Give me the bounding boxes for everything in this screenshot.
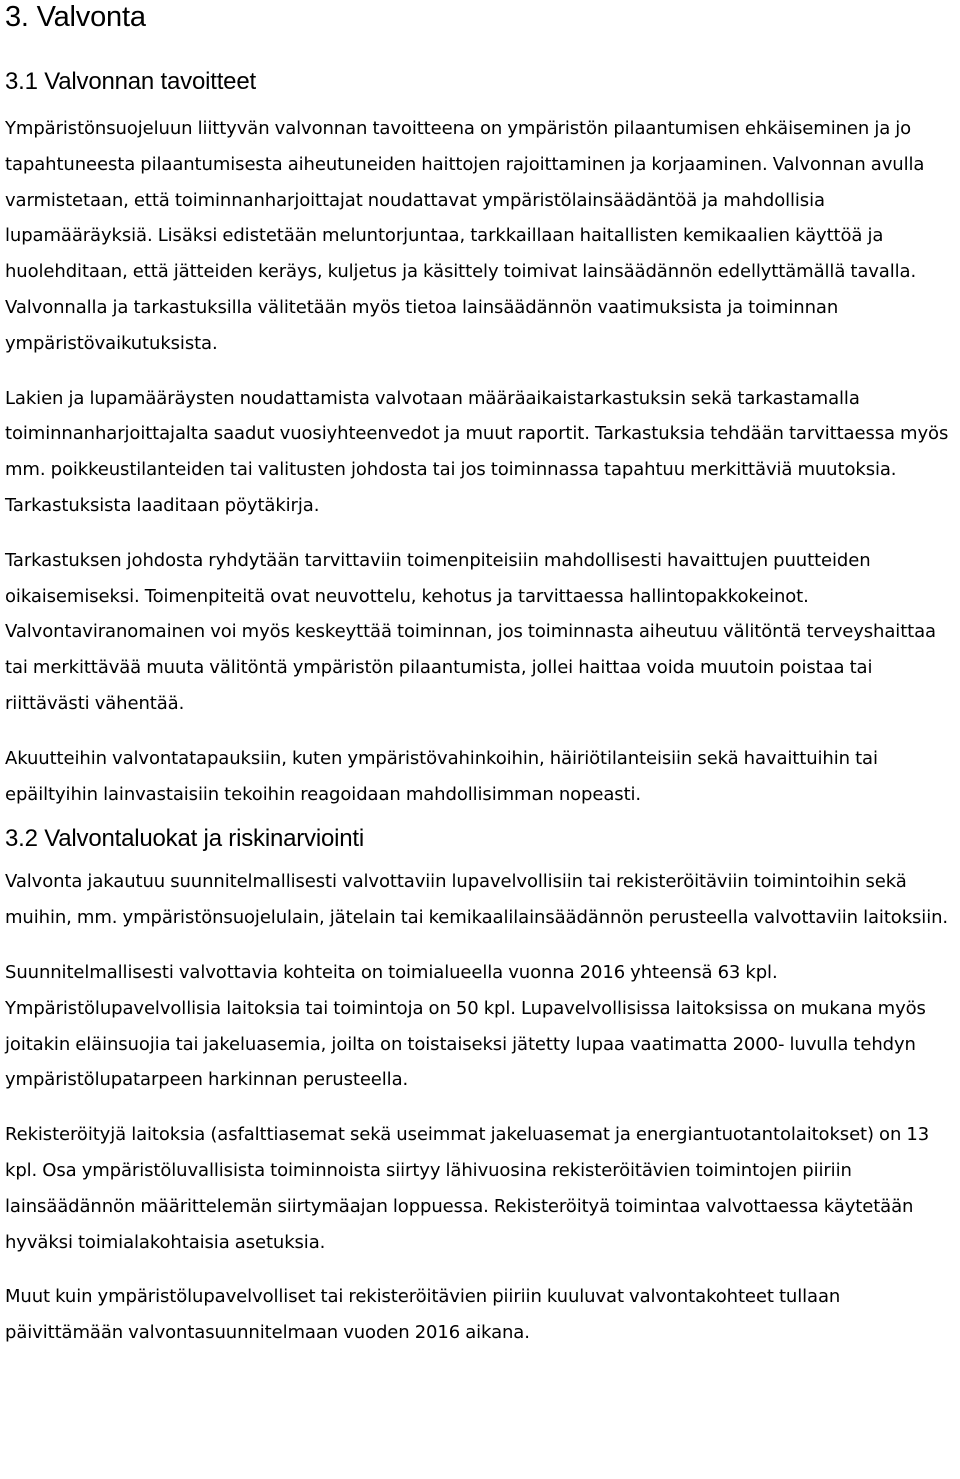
paragraph: Rekisteröityjä laitoksia (asfalttiasemat sekä useimmat jakeluasemat ja energiantuotantolaitokset) on 13 kpl. Osa ympäristöluvallisista toiminnoista siirtyy lähivuosina rekisteröitävien toimintojen piiriin lainsäädännön määrittelemän siirtymäajan loppuessa. Rekisteröityä toimintaa valvottaessa käytetään hyväksi toimialakohtaisia asetuksia.	[5, 1124, 930, 1253]
paragraph: Akuutteihin valvontatapauksiin, kuten ympäristövahinkoihin, häiriötilanteisiin sekä havaittuihin tai epäiltyihin lainvastaisiin tekoihin reagoidaan mahdollisimman nopeasti.	[5, 747, 878, 805]
paragraph: Tarkastuksen johdosta ryhdytään tarvittaviin toimenpiteisiin mahdollisesti havaittujen puutteiden oikaisemiseksi. Toimenpiteitä ovat neuvottelu, kehotus ja tarvittaessa hallintopakkokeinot. Valvontaviranomainen voi myös keskeyttää toiminnan, jos toiminnasta aiheutuu välitöntä terveyshaittaa tai merkittävää muuta välitöntä ympäristön pilaantumista, jollei haittaa voida muutoin poistaa tai riittävästi vähentää.	[5, 549, 936, 714]
paragraph: Ympäristönsuojeluun liittyvän valvonnan tavoitteena on ympäristön pilaantumisen ehkäiseminen ja jo tapahtuneesta pilaantumisesta aiheutuneiden haittojen rajoittaminen ja korjaaminen. Valvonnan avulla varmistetaan, että toiminnanharjoittajat noudattavat ympäristölainsäädäntöä ja mahdollisia lupamääräyksiä. Lisäksi edistetään meluntorjuntaa, tarkkaillaan haitallisten kemikaalien käyttöä ja huolehditaan, että jätteiden keräys, kuljetus ja käsittely toimivat lainsäädännön edellyttämällä tavalla. Valvonnalla ja tarkastuksilla välitetään myös tietoa lainsäädännön vaatimuksista ja toiminnan ympäristövaikutuksista.	[5, 118, 925, 354]
paragraph: Valvonta jakautuu suunnitelmallisesti valvottaviin lupavelvollisiin tai rekisteröitäviin toimintoihin sekä muihin, mm. ympäristönsuojelulain, jätelain tai kemikaalilainsäädännön perusteella valvottaviin laitoksiin.	[5, 871, 949, 929]
chapter-title: 3. Valvonta	[5, 1, 146, 33]
paragraph: Muut kuin ympäristölupavelvolliset tai rekisteröitävien piiriin kuuluvat valvontakohteet tullaan päivittämään valvontasuunnitelmaan vuoden 2016 aikana.	[5, 1286, 841, 1344]
section-heading-3-2: 3.2 Valvontaluokat ja riskinarviointi	[5, 825, 365, 853]
document-page	[5, 0, 955, 1351]
section-heading-3-1: 3.1 Valvonnan tavoitteet	[5, 68, 256, 95]
paragraph: Suunnitelmallisesti valvottavia kohteita on toimialueella vuonna 2016 yhteensä 63 kpl. Ympäristölupavelvollisia laitoksia tai toimintoja on 50 kpl. Lupavelvollisissa laitoksissa on mukana myös joitakin eläinsuojia tai jakeluasemia, joilta on toistaiseksi jätetty lupaa vaatimatta 2000- luvulla tehdyn ympäristölupatarpeen harkinnan perusteella.	[5, 961, 926, 1091]
paragraph: Lakien ja lupamääräysten noudattamista valvotaan määräaikaistarkastuksin sekä tarkastamalla toiminnanharjoittajalta saadut vuosiyhteenvedot ja muut raportit. Tarkastuksia tehdään tarvittaessa myös mm. poikkeustilanteiden tai valitusten johdosta tai jos toiminnassa tapahtuu merkittäviä muutoksia. Tarkastuksista laaditaan pöytäkirja.	[5, 387, 949, 516]
